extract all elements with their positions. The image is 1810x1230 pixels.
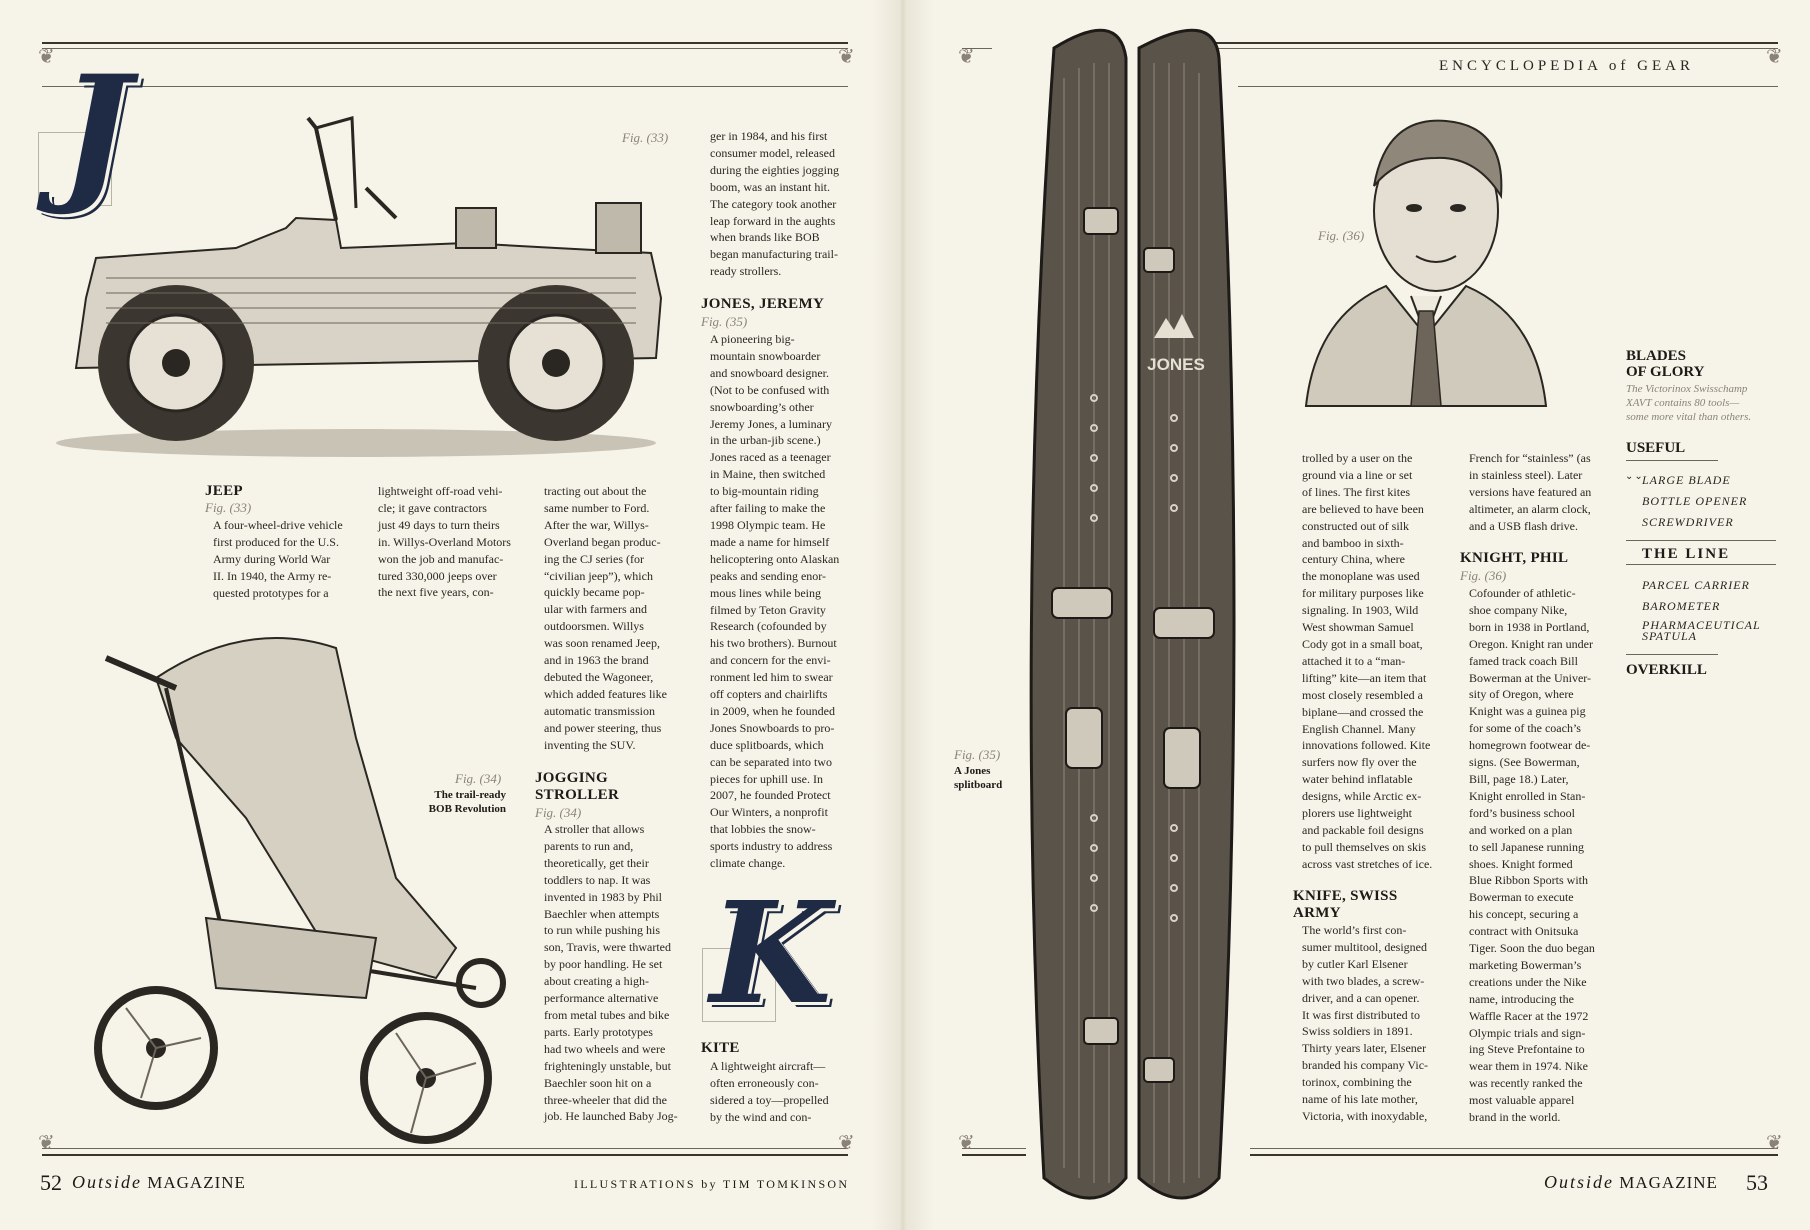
header-rule — [1238, 86, 1778, 87]
fig-label: Fig. (36) — [1318, 228, 1365, 243]
top-rule-thin — [42, 48, 848, 49]
illustration-credit: ILLUSTRATIONS by TIM TOMKINSON — [574, 1177, 850, 1191]
sidebar-rule — [1626, 460, 1718, 461]
fig-label: Fig. (35) — [701, 314, 748, 329]
splitboard-illustration — [1014, 18, 1254, 1218]
knife-text: The world’s first con- sumer multitool, designed by cutler Karl Elsener with two blades, a screw- driver, and a can opener. It was first distributed to Swiss soldiers in 1891. Thirty years later, Elsener branded his company Vic- torinox, combining the name of his late mother, Victoria, with inoxydable, — [1302, 923, 1429, 1123]
knife-continued: French for “stainless” (as in stainless steel). Later versions have featured an altimeter, an alarm clock, and a USB flash drive. — [1469, 451, 1592, 533]
page-number: 53 — [1746, 1170, 1768, 1195]
fig-label: Fig. (33) — [205, 500, 252, 515]
sidebar-rule — [1626, 654, 1718, 655]
section-header: ENCYCLOPEDIA of GEAR — [1439, 58, 1694, 74]
left-page — [0, 0, 872, 1230]
magazine-name: Outside MAGAZINE — [72, 1172, 246, 1192]
footer-rule-thin — [1250, 1148, 1778, 1149]
sidebar-rule — [1626, 564, 1776, 565]
knight-text: Cofounder of athletic- shoe company Nike, born in 1938 in Portland, Oregon. Knight ran under famed track coach Bill Bowerman at the Univer- sity of Oregon, where Knight was a guinea pig for some of the coach’s homegrown footwear de- signs. (See Bowerman, Bill, page 18.) Later, Knight enrolled in Stan- ford’s business school and worked on a plan to sell Japanese running shoes. Knight formed Blue Ribbon Sports with Bowerman to execute his concept, securing a contract with Onitsuka Tiger. Soon the duo began marketing Bowerman’s creations under the Nike name, introducing the Waffle Racer at the 1972 Olympic trials and sign- ing Steve Prefontaine to wear them in 1974. Nike was recently ranked the most valuable apparel brand in the world. — [1469, 586, 1595, 1125]
entry-title-knife-swiss-army: KNIFE, SWISS ARMY — [1293, 888, 1398, 921]
fig-label: Fig. (35) — [954, 747, 1001, 762]
stroller-caption: The trail-ready BOB Revolution — [428, 789, 506, 815]
fig-label: Fig. (33) — [622, 130, 669, 145]
entry-title-jeep: JEEP — [205, 483, 243, 499]
sidebar-rule — [1626, 540, 1776, 541]
corner-flourish-icon: ❦ — [38, 46, 55, 68]
sidebar-label-the-line: THE LINE — [1642, 546, 1731, 562]
jogging-text: A stroller that allows parents to run and, theoretically, get their toddlers to nap. It was invented in 1983 by Phil Baechler when attempts to run while pushing his son, Travis, were thwarted by poor handling. He set about creating a high- performance alternative from metal tubes and bike parts. Early prototypes had two wheels and were frighteningly unstable, but Baechler soon hit on a three-wheeler that did the job. He launched Baby Jog- — [544, 822, 678, 1124]
chevron-down-icon: ⌄⌄ — [1625, 471, 1644, 482]
stroller-illustration — [96, 618, 516, 1148]
corner-flourish-icon: ❦ — [838, 1132, 855, 1154]
corner-flourish-icon: ❦ — [1766, 1132, 1783, 1154]
footer-rule — [1250, 1154, 1778, 1156]
magazine-name: Outside MAGAZINE — [1544, 1172, 1718, 1192]
dropcap-j: J — [38, 62, 156, 202]
header-rule — [42, 86, 848, 87]
jeep-illustration — [36, 108, 676, 458]
right-page — [934, 0, 1810, 1230]
gutter — [872, 0, 934, 1230]
corner-flourish-icon: ❦ — [958, 46, 975, 68]
sidebar-line-list: PARCEL CARRIER BAROMETER PHARMACEUTICAL SPATULA — [1642, 578, 1761, 643]
footer-rule — [42, 1154, 848, 1156]
fig-label: Fig. (36) — [1460, 568, 1507, 583]
page-number: 52 — [40, 1170, 62, 1195]
corner-flourish-icon: ❦ — [838, 46, 855, 68]
top-rule — [42, 42, 848, 44]
dropcap-k: K — [700, 888, 850, 1028]
splitboard-caption: A Jones splitboard — [954, 765, 1003, 791]
entry-title-jogging-stroller: JOGGING STROLLER — [535, 770, 620, 803]
jones-text: A pioneering big- mountain snowboarder and snowboard designer. (Not to be confused with snowboarding’s other Jeremy Jones, a luminary in the urban-jib scene.) Jones raced as a teenager in Maine, then switched to big-mountain riding after failing to make the 1998 Olympic team. He made a name for himself helicoptering onto Alaskan peaks and sending enor- mous lines while being filmed by Teton Gravity Research (cofounded by his two brothers). Burnout and concern for the envi- ronment led him to swear off copters and chairlifts in 2009, when he founded Jones Snowboards to pro- duce splitboards, which can be separated into two pieces for uphill use. In 2007, he founded Protect Our Winters, a nonprofit that lobbies the snow- sports industry to address climate change. — [710, 332, 840, 871]
corner-flourish-icon: ❦ — [38, 1132, 55, 1154]
kite-continued: trolled by a user on the ground via a line or set of lines. The first kites are believed to have been constructed out of silk and bamboo in sixth- century China, where the monoplane was used for military purposes like signaling. In 1903, Wild West showman Samuel Cody got in a small boat, attached it to a “man- lifting” kite—an item that most closely resembled a biplane—and crossed the English Channel. Many innovations followed. Kite surfers now fly over the water behind inflatable designs, while Arctic ex- plorers use lightweight and packable foil designs to pull themselves on skis across vast stretches of ice. — [1302, 451, 1433, 871]
entry-title-kite: KITE — [701, 1040, 740, 1056]
entry-title-jones-jeremy: JONES, JEREMY — [701, 296, 825, 312]
sidebar-subtitle: The Victorinox Swisschamp XAVT contains 80 tools— some more vital than others. — [1626, 383, 1752, 423]
entry-title-knight-phil: KNIGHT, PHIL — [1460, 550, 1569, 566]
jeep-col2: lightweight off-road vehi- cle; it gave contractors just 49 days to turn theirs in. Willys-Overland Motors won the job and manufac- tured 330,000 jeeps over the next five years, con- — [378, 484, 511, 600]
corner-flourish-icon: ❦ — [1766, 46, 1783, 68]
sidebar-label-useful: USEFUL — [1626, 440, 1686, 456]
footer-rule-thin — [42, 1148, 848, 1149]
corner-flourish-icon: ❦ — [958, 1132, 975, 1154]
board-brand-label: JONES — [1147, 355, 1205, 374]
sidebar-title: BLADES OF GLORY — [1626, 348, 1705, 380]
fig-label: Fig. (34) — [535, 805, 582, 820]
jeep-col3: tracting out about the same number to Ford. After the war, Willys- Overland began produc- ing the CJ series (for “civilian jeep”), which quickly became pop- ular with farmers and outdoorsmen. Willys was soon renamed Jeep, and in 1963 the brand debuted the Wagoneer, which added features like automatic transmission and power steering, thus inventing the SUV. — [544, 484, 667, 752]
top-rule-thin — [1202, 48, 1778, 49]
fig-label: Fig. (34) — [455, 771, 502, 786]
jogging-continued: ger in 1984, and his first consumer model, released during the eighties jogging boom, was an instant hit. The category took another leap forward in the aughts when brands like BOB began manufacturing trail- ready strollers. — [710, 129, 839, 279]
portrait-illustration — [1296, 96, 1556, 416]
sidebar-useful-list: LARGE BLADE BOTTLE OPENER SCREWDRIVER — [1642, 473, 1748, 529]
kite-text: A lightweight aircraft— often erroneously con- sidered a toy—propelled by the wind and con- — [710, 1059, 829, 1124]
jeep-col1: A four-wheel-drive vehicle first produced for the U.S. Army during World War II. In 1940, the Army re- quested prototypes for a — [213, 518, 343, 600]
top-rule — [1202, 42, 1778, 44]
sidebar-label-overkill: OVERKILL — [1626, 662, 1707, 678]
